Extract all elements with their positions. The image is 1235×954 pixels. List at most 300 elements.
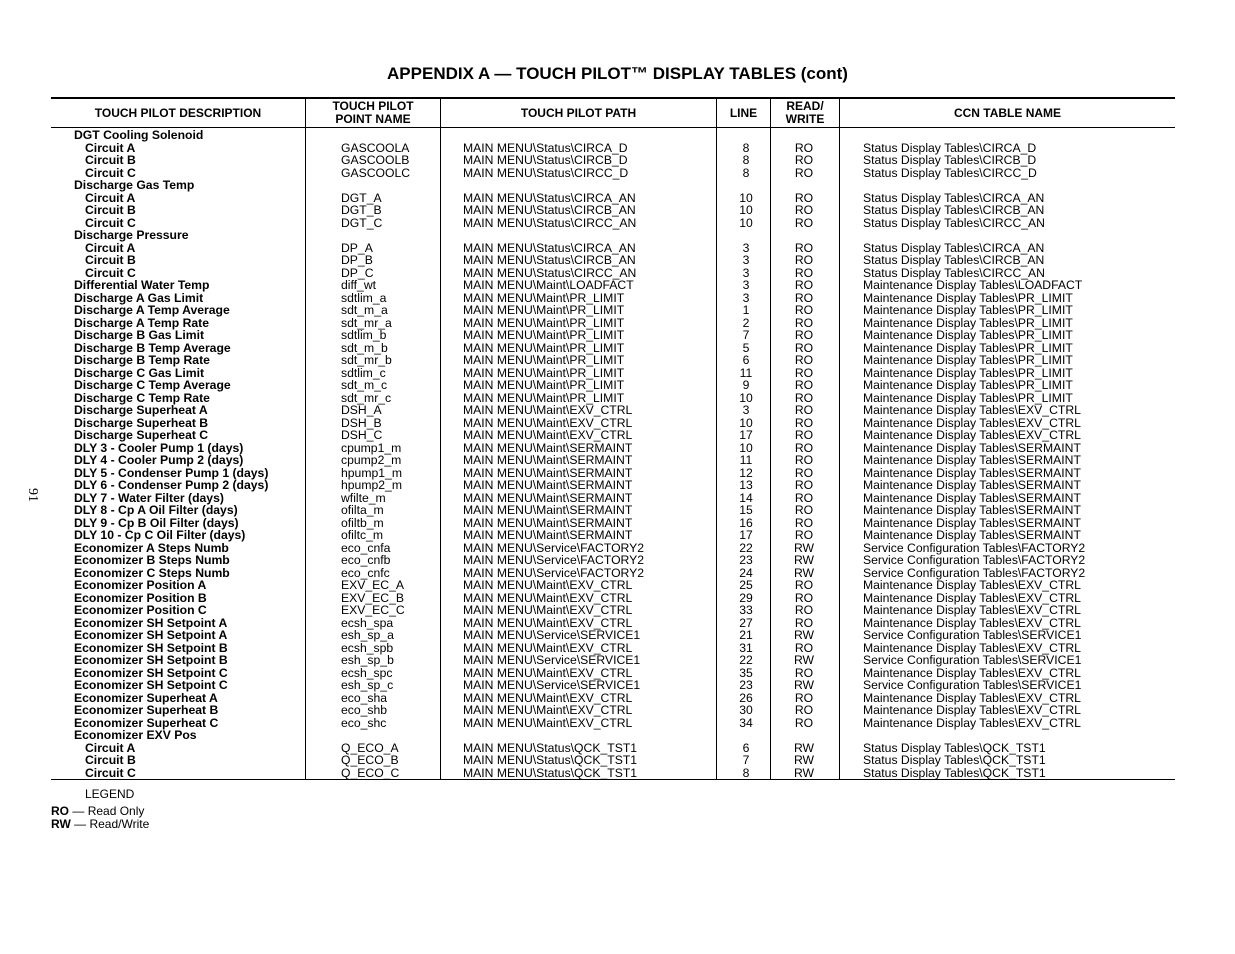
legend-meaning: Read/Write <box>89 817 150 831</box>
row-path: MAIN MENU\Maint\EXV_CTRL <box>463 578 633 592</box>
row-description: Discharge Superheat B <box>74 415 209 430</box>
row-line: 22 <box>739 653 753 667</box>
row-path: MAIN MENU\Maint\EXV_CTRL <box>463 415 633 430</box>
row-line: 22 <box>739 540 753 555</box>
row-line: 26 <box>739 690 753 705</box>
row-point-name: cpump1_m <box>341 440 402 455</box>
row-ccn-table: Maintenance Display Tables\PR_LIMIT <box>863 328 1073 342</box>
row-path: MAIN MENU\Maint\EXV_CTRL <box>463 615 633 630</box>
row-point-name: ofiltc_m <box>341 528 383 542</box>
row-point-name: wfilte_m <box>341 490 386 505</box>
row-line: 1 <box>742 303 750 317</box>
row-line: 3 <box>742 253 750 267</box>
row-ccn-table: Maintenance Display Tables\SERMAINT <box>863 440 1081 455</box>
row-read-write: RO <box>794 365 814 380</box>
row-description: Circuit B <box>85 203 136 217</box>
row-description: DLY 5 - Condenser Pump 1 (days) <box>74 465 269 480</box>
row-description: Economizer Superheat C <box>74 715 219 730</box>
row-ccn-table: Maintenance Display Tables\SERMAINT <box>863 465 1081 480</box>
row-ccn-table: Maintenance Display Tables\EXV_CTRL <box>863 603 1081 617</box>
row-line: 16 <box>739 515 753 530</box>
row-description: Discharge C Temp Average <box>74 378 231 392</box>
table-row <box>0 404 1235 417</box>
row-point-name: Q_ECO_B <box>341 753 399 767</box>
row-read-write: RO <box>794 428 814 442</box>
row-description: Discharge A Temp Average <box>74 303 230 317</box>
table-row <box>0 754 1235 767</box>
row-line: 23 <box>739 553 753 567</box>
row-point-name: sdt_m_b <box>341 340 388 355</box>
row-read-write: RO <box>794 140 814 155</box>
row-line: 8 <box>742 165 750 180</box>
row-read-write: RO <box>794 328 814 342</box>
row-read-write: RW <box>793 553 815 567</box>
row-line: 17 <box>739 428 753 442</box>
row-point-name: DGT_A <box>341 190 382 205</box>
row-read-write: RO <box>794 390 814 405</box>
row-path: MAIN MENU\Maint\PR_LIMIT <box>463 315 625 330</box>
row-point-name: cpump2_m <box>341 453 402 467</box>
row-line: 33 <box>739 603 753 617</box>
row-read-write: RO <box>794 303 814 317</box>
row-read-write: RO <box>794 278 814 292</box>
row-read-write: RO <box>794 453 814 467</box>
row-read-write: RO <box>794 465 814 480</box>
row-ccn-table: Maintenance Display Tables\EXV_CTRL <box>863 615 1081 630</box>
row-read-write: RW <box>793 540 815 555</box>
row-description: Discharge C Gas Limit <box>74 365 205 380</box>
row-path: MAIN MENU\Maint\EXV_CTRL <box>463 590 633 605</box>
row-ccn-table: Maintenance Display Tables\EXV_CTRL <box>863 665 1081 680</box>
row-ccn-table: Maintenance Display Tables\PR_LIMIT <box>863 390 1073 405</box>
row-point-name: sdtlim_a <box>341 290 387 305</box>
table-row <box>0 767 1235 780</box>
row-read-write: RO <box>794 165 814 180</box>
row-point-name: DP_C <box>341 265 374 280</box>
row-description: DGT Cooling Solenoid <box>74 128 204 142</box>
row-read-write: RW <box>793 628 815 642</box>
table-row <box>0 354 1235 367</box>
row-line: 34 <box>739 715 753 730</box>
row-ccn-table: Status Display Tables\CIRCA_D <box>863 140 1037 155</box>
row-path: MAIN MENU\Maint\EXV_CTRL <box>463 690 633 705</box>
row-description: Circuit A <box>85 240 136 255</box>
row-path: MAIN MENU\Service\FACTORY2 <box>463 540 645 555</box>
row-description: Economizer Position B <box>74 590 207 605</box>
row-point-name: hpump1_m <box>341 465 402 480</box>
row-path: MAIN MENU\Maint\SERMAINT <box>463 465 633 480</box>
row-path: MAIN MENU\Service\SERVICE1 <box>463 628 641 642</box>
row-point-name: eco_shc <box>341 715 387 730</box>
row-description: Discharge B Gas Limit <box>74 328 205 342</box>
row-read-write: RO <box>794 603 814 617</box>
row-point-name: DP_B <box>341 253 373 267</box>
row-path: MAIN MENU\Status\QCK_TST1 <box>463 765 638 780</box>
row-line: 9 <box>742 378 750 392</box>
row-line: 3 <box>742 403 750 417</box>
row-read-write: RO <box>794 403 814 417</box>
row-path: MAIN MENU\Maint\PR_LIMIT <box>463 340 625 355</box>
row-line: 25 <box>739 578 753 592</box>
table-row <box>0 729 1235 742</box>
row-point-name: sdtlim_b <box>341 328 387 342</box>
row-read-write: RO <box>794 253 814 267</box>
row-read-write: RO <box>794 578 814 592</box>
row-line: 2 <box>742 315 750 330</box>
row-ccn-table: Maintenance Display Tables\PR_LIMIT <box>863 365 1073 380</box>
row-point-name: EXV_EC_B <box>341 590 405 605</box>
legend-item <box>51 817 149 831</box>
row-line: 31 <box>739 640 753 655</box>
row-ccn-table: Maintenance Display Tables\PR_LIMIT <box>863 315 1073 330</box>
row-description: DLY 3 - Cooler Pump 1 (days) <box>74 440 244 455</box>
row-line: 11 <box>739 365 753 380</box>
row-ccn-table: Maintenance Display Tables\PR_LIMIT <box>863 340 1073 355</box>
row-read-write: RO <box>794 528 814 542</box>
row-description: Economizer SH Setpoint B <box>74 640 228 655</box>
row-ccn-table: Service Configuration Tables\FACTORY2 <box>863 565 1086 580</box>
row-point-name: EXV_EC_A <box>341 578 405 592</box>
row-path: MAIN MENU\Maint\EXV_CTRL <box>463 703 633 717</box>
row-read-write: RO <box>794 265 814 280</box>
row-point-name: DSH_B <box>341 415 382 430</box>
row-read-write: RO <box>794 215 814 230</box>
row-point-name: eco_shb <box>341 703 388 717</box>
page-number: 91 <box>25 488 40 502</box>
row-read-write: RO <box>794 353 814 367</box>
row-line: 8 <box>742 140 750 155</box>
table-row <box>0 704 1235 717</box>
row-description: Economizer Position A <box>74 578 207 592</box>
row-ccn-table: Maintenance Display Tables\LOADFACT <box>863 278 1083 292</box>
row-point-name: sdt_m_a <box>341 303 388 317</box>
row-path: MAIN MENU\Maint\EXV_CTRL <box>463 715 633 730</box>
row-point-name: sdt_mr_b <box>341 353 392 367</box>
row-point-name: sdt_mr_c <box>341 390 392 405</box>
row-description: DLY 7 - Water Filter (days) <box>74 490 224 505</box>
row-description: Circuit C <box>85 215 136 230</box>
row-point-name: hpump2_m <box>341 478 402 492</box>
row-ccn-table: Status Display Tables\CIRCB_AN <box>863 203 1045 217</box>
table-row <box>0 229 1235 242</box>
row-read-write: RO <box>794 378 814 392</box>
row-line: 35 <box>739 665 753 680</box>
row-read-write: RO <box>794 503 814 517</box>
row-description: Discharge Superheat A <box>74 403 208 417</box>
row-point-name: esh_sp_a <box>341 628 394 642</box>
row-path: MAIN MENU\Service\SERVICE1 <box>463 653 641 667</box>
table-row <box>0 679 1235 692</box>
row-read-write: RO <box>794 640 814 655</box>
row-path: MAIN MENU\Maint\EXV_CTRL <box>463 403 633 417</box>
row-path: MAIN MENU\Status\CIRCB_D <box>463 153 628 167</box>
row-ccn-table: Status Display Tables\CIRCC_D <box>863 165 1037 180</box>
row-point-name: sdt_mr_a <box>341 315 392 330</box>
row-description: Circuit B <box>85 153 136 167</box>
row-read-write: RO <box>794 190 814 205</box>
row-description: Circuit C <box>85 165 136 180</box>
header-description: TOUCH PILOT DESCRIPTION <box>94 105 262 120</box>
row-line: 10 <box>739 415 753 430</box>
row-path: MAIN MENU\Maint\SERMAINT <box>463 515 633 530</box>
row-point-name: ofilta_m <box>341 503 384 517</box>
row-path: MAIN MENU\Maint\PR_LIMIT <box>463 390 625 405</box>
table-row <box>0 529 1235 542</box>
row-line: 8 <box>742 765 750 780</box>
row-description: Economizer SH Setpoint C <box>74 665 228 680</box>
row-path: MAIN MENU\Maint\SERMAINT <box>463 440 633 455</box>
row-description: Discharge Gas Temp <box>74 178 195 192</box>
row-read-write: RO <box>794 715 814 730</box>
row-description: Economizer B Steps Numb <box>74 553 230 567</box>
row-line: 24 <box>739 565 753 580</box>
row-point-name: Q_ECO_A <box>341 740 399 755</box>
row-ccn-table: Maintenance Display Tables\EXV_CTRL <box>863 403 1081 417</box>
row-read-write: RO <box>794 665 814 680</box>
row-point-name: diff_wt <box>341 278 377 292</box>
row-point-name: Q_ECO_C <box>341 765 400 780</box>
row-ccn-table: Maintenance Display Tables\SERMAINT <box>863 453 1081 467</box>
row-line: 5 <box>742 340 750 355</box>
row-line: 11 <box>739 453 753 467</box>
header-point-name <box>306 99 440 127</box>
row-path: MAIN MENU\Maint\SERMAINT <box>463 503 633 517</box>
row-ccn-table: Status Display Tables\CIRCB_D <box>863 153 1037 167</box>
row-point-name: eco_cnfa <box>341 540 391 555</box>
table-row <box>0 279 1235 292</box>
row-path: MAIN MENU\Maint\SERMAINT <box>463 453 633 467</box>
row-description: Economizer SH Setpoint A <box>74 628 228 642</box>
row-read-write: RW <box>793 678 815 692</box>
row-line: 3 <box>742 240 750 255</box>
row-point-name: esh_sp_c <box>341 678 394 692</box>
row-read-write: RO <box>794 415 814 430</box>
row-line: 6 <box>742 740 750 755</box>
row-path: MAIN MENU\Maint\EXV_CTRL <box>463 603 633 617</box>
row-path: MAIN MENU\Maint\LOADFACT <box>463 278 634 292</box>
row-read-write: RO <box>794 478 814 492</box>
row-line: 6 <box>742 353 750 367</box>
row-read-write: RW <box>793 765 815 780</box>
row-path: MAIN MENU\Maint\SERMAINT <box>463 528 633 542</box>
row-ccn-table: Maintenance Display Tables\EXV_CTRL <box>863 578 1081 592</box>
table-row <box>0 579 1235 592</box>
row-read-write: RO <box>794 290 814 305</box>
table-row <box>0 304 1235 317</box>
header-line: LINE <box>729 105 758 120</box>
row-read-write: RO <box>794 690 814 705</box>
row-description: Economizer Position C <box>74 603 207 617</box>
row-path: MAIN MENU\Maint\EXV_CTRL <box>463 428 633 442</box>
table-row <box>0 629 1235 642</box>
header-read-write <box>771 99 839 127</box>
row-description: Discharge Superheat C <box>74 428 209 442</box>
table-row <box>0 204 1235 217</box>
row-read-write: RO <box>794 515 814 530</box>
row-ccn-table: Maintenance Display Tables\SERMAINT <box>863 528 1081 542</box>
row-path: MAIN MENU\Maint\SERMAINT <box>463 490 633 505</box>
row-point-name: DSH_A <box>341 403 382 417</box>
row-ccn-table: Status Display Tables\CIRCC_AN <box>863 265 1045 280</box>
row-line: 3 <box>742 290 750 305</box>
table-row <box>0 329 1235 342</box>
row-point-name: DSH_C <box>341 428 383 442</box>
row-line: 13 <box>739 478 753 492</box>
row-path: MAIN MENU\Maint\PR_LIMIT <box>463 378 625 392</box>
row-ccn-table: Maintenance Display Tables\EXV_CTRL <box>863 690 1081 705</box>
row-read-write: RW <box>793 740 815 755</box>
page-title: APPENDIX A — TOUCH PILOT™ DISPLAY TABLES (cont) <box>387 64 848 83</box>
row-read-write: RW <box>793 753 815 767</box>
row-line: 15 <box>739 503 753 517</box>
row-ccn-table: Maintenance Display Tables\EXV_CTRL <box>863 590 1081 605</box>
row-ccn-table: Maintenance Display Tables\EXV_CTRL <box>863 415 1081 430</box>
row-description: Circuit B <box>85 753 136 767</box>
row-line: 10 <box>739 440 753 455</box>
row-description: Circuit C <box>85 765 136 780</box>
legend-title: LEGEND <box>85 787 135 801</box>
row-point-name: DGT_C <box>341 215 383 230</box>
row-description: Discharge A Gas Limit <box>74 290 204 305</box>
row-description: Economizer SH Setpoint B <box>74 653 228 667</box>
table-row <box>0 654 1235 667</box>
header-path: TOUCH PILOT PATH <box>520 105 637 120</box>
row-line: 10 <box>739 190 753 205</box>
row-ccn-table: Maintenance Display Tables\EXV_CTRL <box>863 428 1081 442</box>
row-path: MAIN MENU\Maint\EXV_CTRL <box>463 665 633 680</box>
row-read-write: RO <box>794 315 814 330</box>
table-row <box>0 604 1235 617</box>
row-ccn-table: Maintenance Display Tables\PR_LIMIT <box>863 353 1073 367</box>
row-line: 29 <box>739 590 753 605</box>
row-path: MAIN MENU\Service\SERVICE1 <box>463 678 641 692</box>
row-read-write: RO <box>794 203 814 217</box>
row-ccn-table: Maintenance Display Tables\SERMAINT <box>863 503 1081 517</box>
row-ccn-table: Maintenance Display Tables\PR_LIMIT <box>863 303 1073 317</box>
row-description: Discharge Pressure <box>74 228 189 242</box>
row-description: Economizer C Steps Numb <box>74 565 230 580</box>
table-row <box>0 479 1235 492</box>
row-path: MAIN MENU\Status\CIRCB_AN <box>463 253 636 267</box>
row-read-write: RO <box>794 240 814 255</box>
row-read-write: RO <box>794 153 814 167</box>
header-point-name-text: TOUCH PILOT POINT NAME <box>332 99 414 126</box>
row-line: 12 <box>739 465 753 480</box>
row-read-write: RO <box>794 615 814 630</box>
row-read-write: RO <box>794 490 814 505</box>
row-description: Discharge A Temp Rate <box>74 315 210 330</box>
header-ccn-table: CCN TABLE NAME <box>953 105 1062 120</box>
row-point-name: EXV_EC_C <box>341 603 405 617</box>
row-path: MAIN MENU\Status\CIRCA_AN <box>463 190 636 205</box>
row-path: MAIN MENU\Service\FACTORY2 <box>463 553 645 567</box>
row-point-name: sdtlim_c <box>341 365 386 380</box>
row-line: 23 <box>739 678 753 692</box>
table-row <box>0 379 1235 392</box>
table-row <box>0 454 1235 467</box>
row-description: Circuit B <box>85 253 136 267</box>
row-description: Circuit A <box>85 190 136 205</box>
row-read-write: RO <box>794 703 814 717</box>
row-description: Economizer EXV Pos <box>74 728 197 742</box>
row-description: Economizer SH Setpoint A <box>74 615 228 630</box>
row-line: 3 <box>742 265 750 280</box>
row-path: MAIN MENU\Status\CIRCC_AN <box>463 215 637 230</box>
row-ccn-table: Service Configuration Tables\FACTORY2 <box>863 540 1086 555</box>
row-description: Economizer SH Setpoint C <box>74 678 228 692</box>
row-ccn-table: Status Display Tables\QCK_TST1 <box>863 753 1046 767</box>
table-row <box>0 429 1235 442</box>
legend-item <box>51 804 144 818</box>
row-description: Circuit A <box>85 140 136 155</box>
row-line: 14 <box>739 490 753 505</box>
row-line: 8 <box>742 153 750 167</box>
legend-abbr: RO <box>51 804 69 818</box>
row-ccn-table: Maintenance Display Tables\EXV_CTRL <box>863 715 1081 730</box>
row-line: 10 <box>739 203 753 217</box>
row-description: Circuit C <box>85 265 136 280</box>
legend-meaning: Read Only <box>87 804 145 818</box>
row-point-name: DGT_B <box>341 203 382 217</box>
row-read-write: RO <box>794 590 814 605</box>
table-header-rule <box>51 127 1175 128</box>
row-ccn-table: Status Display Tables\CIRCB_AN <box>863 253 1045 267</box>
row-line: 30 <box>739 703 753 717</box>
row-ccn-table: Status Display Tables\QCK_TST1 <box>863 765 1046 780</box>
row-point-name: esh_sp_b <box>341 653 394 667</box>
row-point-name: sdt_m_c <box>341 378 388 392</box>
table-row <box>0 554 1235 567</box>
row-ccn-table: Maintenance Display Tables\SERMAINT <box>863 478 1081 492</box>
row-ccn-table: Status Display Tables\CIRCA_AN <box>863 240 1045 255</box>
legend-dash: — <box>74 817 87 831</box>
row-path: MAIN MENU\Status\QCK_TST1 <box>463 740 638 755</box>
table-row <box>0 129 1235 142</box>
table-row <box>0 179 1235 192</box>
row-description: DLY 10 - Cp C Oil Filter (days) <box>74 528 246 542</box>
row-point-name: DP_A <box>341 240 373 255</box>
row-description: Discharge B Temp Average <box>74 340 231 355</box>
row-line: 7 <box>742 328 750 342</box>
row-ccn-table: Service Configuration Tables\SERVICE1 <box>863 678 1082 692</box>
row-ccn-table: Maintenance Display Tables\SERMAINT <box>863 490 1081 505</box>
row-path: MAIN MENU\Maint\PR_LIMIT <box>463 290 625 305</box>
row-point-name: ecsh_spc <box>341 665 393 680</box>
row-description: DLY 8 - Cp A Oil Filter (days) <box>74 503 238 517</box>
row-ccn-table: Status Display Tables\CIRCC_AN <box>863 215 1045 230</box>
row-line: 10 <box>739 215 753 230</box>
row-path: MAIN MENU\Maint\PR_LIMIT <box>463 353 625 367</box>
row-description: DLY 6 - Condenser Pump 2 (days) <box>74 478 269 492</box>
row-description: Economizer Superheat B <box>74 703 219 717</box>
row-path: MAIN MENU\Status\CIRCC_D <box>463 165 629 180</box>
row-read-write: RO <box>794 440 814 455</box>
row-line: 3 <box>742 278 750 292</box>
row-ccn-table: Status Display Tables\QCK_TST1 <box>863 740 1046 755</box>
table-row <box>0 154 1235 167</box>
row-description: Economizer Superheat A <box>74 690 218 705</box>
row-path: MAIN MENU\Status\CIRCA_D <box>463 140 628 155</box>
row-path: MAIN MENU\Maint\PR_LIMIT <box>463 365 625 380</box>
row-ccn-table: Status Display Tables\CIRCA_AN <box>863 190 1045 205</box>
row-read-write: RW <box>793 653 815 667</box>
row-line: 10 <box>739 390 753 405</box>
row-path: MAIN MENU\Status\QCK_TST1 <box>463 753 638 767</box>
row-description: Discharge C Temp Rate <box>74 390 210 405</box>
row-ccn-table: Maintenance Display Tables\PR_LIMIT <box>863 378 1073 392</box>
header-read-write-text: READ/ WRITE <box>785 99 825 126</box>
row-line: 7 <box>742 753 750 767</box>
